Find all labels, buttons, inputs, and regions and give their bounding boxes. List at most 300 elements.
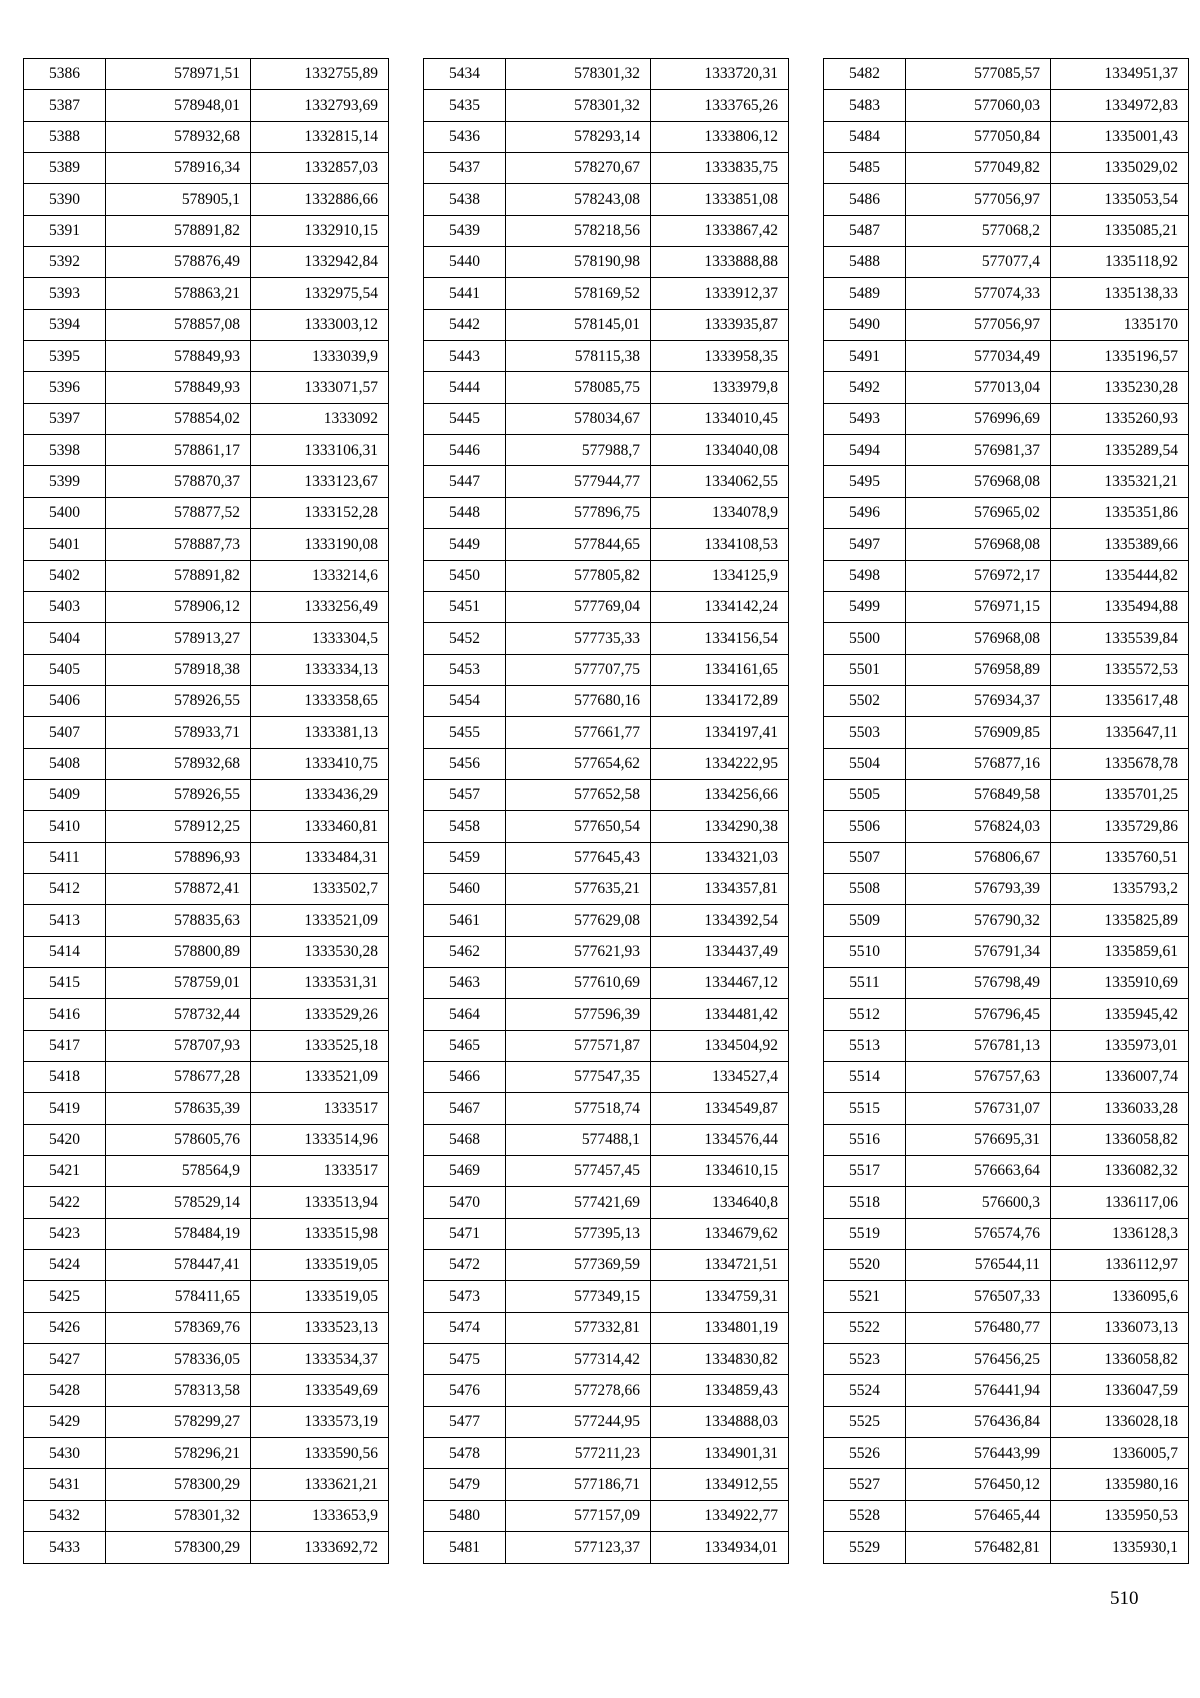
- y-coordinate-cell: 1334610,15: [651, 1156, 789, 1187]
- x-coordinate-cell: 578293,14: [506, 121, 651, 152]
- x-coordinate-cell: 577056,97: [906, 309, 1051, 340]
- y-coordinate-cell: 1335910,69: [1051, 967, 1189, 998]
- x-coordinate-cell: 576996,69: [906, 403, 1051, 434]
- x-coordinate-cell: 578034,67: [506, 403, 651, 434]
- point-number-cell: 5478: [424, 1438, 506, 1469]
- table-row: [424, 1344, 789, 1375]
- point-number-cell: 5409: [24, 779, 106, 810]
- table-row: [424, 1250, 789, 1281]
- table-row: [824, 591, 1189, 622]
- table-row: [24, 999, 389, 1030]
- table-row: [24, 309, 389, 340]
- x-coordinate-cell: 578891,82: [106, 215, 251, 246]
- y-coordinate-cell: 1333092: [251, 403, 389, 434]
- x-coordinate-cell: 576958,89: [906, 654, 1051, 685]
- table-row: [824, 278, 1189, 309]
- table-row: [824, 403, 1189, 434]
- x-coordinate-cell: 576695,31: [906, 1124, 1051, 1155]
- x-coordinate-cell: 578849,93: [106, 372, 251, 403]
- x-coordinate-cell: 578484,19: [106, 1218, 251, 1249]
- table-row: [24, 1438, 389, 1469]
- point-number-cell: 5422: [24, 1187, 106, 1218]
- x-coordinate-cell: 576877,16: [906, 748, 1051, 779]
- x-coordinate-cell: 578732,44: [106, 999, 251, 1030]
- table-row: [24, 59, 389, 90]
- point-number-cell: 5455: [424, 717, 506, 748]
- y-coordinate-cell: 1334357,81: [651, 873, 789, 904]
- y-coordinate-cell: 1334172,89: [651, 685, 789, 716]
- point-number-cell: 5403: [24, 591, 106, 622]
- point-number-cell: 5388: [24, 121, 106, 152]
- x-coordinate-cell: 577034,49: [906, 341, 1051, 372]
- table-row: [24, 90, 389, 121]
- point-number-cell: 5477: [424, 1406, 506, 1437]
- point-number-cell: 5419: [24, 1093, 106, 1124]
- x-coordinate-cell: 577518,74: [506, 1093, 651, 1124]
- x-coordinate-cell: 578635,39: [106, 1093, 251, 1124]
- y-coordinate-cell: 1332910,15: [251, 215, 389, 246]
- y-coordinate-cell: 1335389,66: [1051, 529, 1189, 560]
- y-coordinate-cell: 1333304,5: [251, 623, 389, 654]
- y-coordinate-cell: 1333484,31: [251, 842, 389, 873]
- x-coordinate-cell: 578872,41: [106, 873, 251, 904]
- y-coordinate-cell: 1333534,37: [251, 1344, 389, 1375]
- point-number-cell: 5476: [424, 1375, 506, 1406]
- point-number-cell: 5492: [824, 372, 906, 403]
- table-row: [824, 1218, 1189, 1249]
- point-number-cell: 5414: [24, 936, 106, 967]
- y-coordinate-cell: 1333123,67: [251, 466, 389, 497]
- y-coordinate-cell: 1335859,61: [1051, 936, 1189, 967]
- x-coordinate-cell: 577056,97: [906, 184, 1051, 215]
- y-coordinate-cell: 1334972,83: [1051, 90, 1189, 121]
- x-coordinate-cell: 576791,34: [906, 936, 1051, 967]
- table-row: [824, 1469, 1189, 1500]
- x-coordinate-cell: 577610,69: [506, 967, 651, 998]
- x-coordinate-cell: 576981,37: [906, 435, 1051, 466]
- table-row: [424, 372, 789, 403]
- y-coordinate-cell: 1334481,42: [651, 999, 789, 1030]
- point-number-cell: 5474: [424, 1312, 506, 1343]
- y-coordinate-cell: 1333653,9: [251, 1500, 389, 1531]
- x-coordinate-cell: 577629,08: [506, 905, 651, 936]
- x-coordinate-cell: 578913,27: [106, 623, 251, 654]
- table-row: [824, 153, 1189, 184]
- table-row: [24, 215, 389, 246]
- x-coordinate-cell: 578301,32: [506, 59, 651, 90]
- y-coordinate-cell: 1333410,75: [251, 748, 389, 779]
- y-coordinate-cell: 1335539,84: [1051, 623, 1189, 654]
- point-number-cell: 5505: [824, 779, 906, 810]
- y-coordinate-cell: 1334290,38: [651, 811, 789, 842]
- y-coordinate-cell: 1334321,03: [651, 842, 789, 873]
- y-coordinate-cell: 1333515,98: [251, 1218, 389, 1249]
- x-coordinate-cell: 578933,71: [106, 717, 251, 748]
- y-coordinate-cell: 1333519,05: [251, 1281, 389, 1312]
- point-number-cell: 5421: [24, 1156, 106, 1187]
- table-row: [424, 1438, 789, 1469]
- y-coordinate-cell: 1336028,18: [1051, 1406, 1189, 1437]
- x-coordinate-cell: 576806,67: [906, 842, 1051, 873]
- point-number-cell: 5493: [824, 403, 906, 434]
- y-coordinate-cell: 1334721,51: [651, 1250, 789, 1281]
- y-coordinate-cell: 1333071,57: [251, 372, 389, 403]
- table-row: [824, 717, 1189, 748]
- table-row: [824, 999, 1189, 1030]
- x-coordinate-cell: 578300,29: [106, 1532, 251, 1563]
- table-row: [24, 811, 389, 842]
- table-row: [24, 654, 389, 685]
- y-coordinate-cell: 1336095,6: [1051, 1281, 1189, 1312]
- x-coordinate-cell: 577621,93: [506, 936, 651, 967]
- y-coordinate-cell: 1333190,08: [251, 529, 389, 560]
- x-coordinate-cell: 578564,9: [106, 1156, 251, 1187]
- x-coordinate-cell: 576824,03: [906, 811, 1051, 842]
- table-row: [424, 560, 789, 591]
- table-row: [824, 873, 1189, 904]
- x-coordinate-cell: 576849,58: [906, 779, 1051, 810]
- point-number-cell: 5405: [24, 654, 106, 685]
- y-coordinate-cell: 1333835,75: [651, 153, 789, 184]
- point-number-cell: 5471: [424, 1218, 506, 1249]
- y-coordinate-cell: 1335260,93: [1051, 403, 1189, 434]
- point-number-cell: 5420: [24, 1124, 106, 1155]
- point-number-cell: 5402: [24, 560, 106, 591]
- point-number-cell: 5464: [424, 999, 506, 1030]
- x-coordinate-cell: 578605,76: [106, 1124, 251, 1155]
- x-coordinate-cell: 577332,81: [506, 1312, 651, 1343]
- point-number-cell: 5389: [24, 153, 106, 184]
- y-coordinate-cell: 1334912,55: [651, 1469, 789, 1500]
- x-coordinate-cell: 577654,62: [506, 748, 651, 779]
- table-row: [24, 1250, 389, 1281]
- table-row: [424, 529, 789, 560]
- table-row: [824, 779, 1189, 810]
- table-row: [824, 623, 1189, 654]
- table-row: [424, 654, 789, 685]
- y-coordinate-cell: 1335572,53: [1051, 654, 1189, 685]
- table-row: [824, 1500, 1189, 1531]
- point-number-cell: 5456: [424, 748, 506, 779]
- point-number-cell: 5406: [24, 685, 106, 716]
- point-number-cell: 5469: [424, 1156, 506, 1187]
- x-coordinate-cell: 577186,71: [506, 1469, 651, 1500]
- table-row: [424, 247, 789, 278]
- x-coordinate-cell: 577844,65: [506, 529, 651, 560]
- x-coordinate-cell: 578296,21: [106, 1438, 251, 1469]
- y-coordinate-cell: 1335647,11: [1051, 717, 1189, 748]
- y-coordinate-cell: 1334801,19: [651, 1312, 789, 1343]
- point-number-cell: 5473: [424, 1281, 506, 1312]
- point-number-cell: 5418: [24, 1062, 106, 1093]
- x-coordinate-cell: 576757,63: [906, 1062, 1051, 1093]
- x-coordinate-cell: 577278,66: [506, 1375, 651, 1406]
- table-row: [424, 623, 789, 654]
- x-coordinate-cell: 576798,49: [906, 967, 1051, 998]
- point-number-cell: 5510: [824, 936, 906, 967]
- x-coordinate-cell: 576600,3: [906, 1187, 1051, 1218]
- y-coordinate-cell: 1336047,59: [1051, 1375, 1189, 1406]
- x-coordinate-cell: 577211,23: [506, 1438, 651, 1469]
- x-coordinate-cell: 578932,68: [106, 121, 251, 152]
- table-row: [824, 341, 1189, 372]
- point-number-cell: 5528: [824, 1500, 906, 1531]
- x-coordinate-cell: 577013,04: [906, 372, 1051, 403]
- y-coordinate-cell: 1334040,08: [651, 435, 789, 466]
- point-number-cell: 5488: [824, 247, 906, 278]
- table-row: [24, 184, 389, 215]
- table-row: [424, 1406, 789, 1437]
- x-coordinate-cell: 578411,65: [106, 1281, 251, 1312]
- y-coordinate-cell: 1334759,31: [651, 1281, 789, 1312]
- x-coordinate-cell: 578313,58: [106, 1375, 251, 1406]
- point-number-cell: 5425: [24, 1281, 106, 1312]
- x-coordinate-cell: 577707,75: [506, 654, 651, 685]
- point-number-cell: 5391: [24, 215, 106, 246]
- x-coordinate-cell: 577244,95: [506, 1406, 651, 1437]
- point-number-cell: 5521: [824, 1281, 906, 1312]
- x-coordinate-cell: 576663,64: [906, 1156, 1051, 1187]
- x-coordinate-cell: 577395,13: [506, 1218, 651, 1249]
- table-row: [424, 748, 789, 779]
- point-number-cell: 5434: [424, 59, 506, 90]
- point-number-cell: 5430: [24, 1438, 106, 1469]
- point-number-cell: 5387: [24, 90, 106, 121]
- x-coordinate-cell: 576456,25: [906, 1344, 1051, 1375]
- y-coordinate-cell: 1335980,16: [1051, 1469, 1189, 1500]
- table-row: [824, 748, 1189, 779]
- point-number-cell: 5524: [824, 1375, 906, 1406]
- y-coordinate-cell: 1333517: [251, 1156, 389, 1187]
- table-row: [824, 1250, 1189, 1281]
- point-number-cell: 5519: [824, 1218, 906, 1249]
- point-number-cell: 5432: [24, 1500, 106, 1531]
- y-coordinate-cell: 1334125,9: [651, 560, 789, 591]
- point-number-cell: 5458: [424, 811, 506, 842]
- table-row: [24, 153, 389, 184]
- point-number-cell: 5445: [424, 403, 506, 434]
- y-coordinate-cell: 1333765,26: [651, 90, 789, 121]
- table-row: [24, 247, 389, 278]
- point-number-cell: 5449: [424, 529, 506, 560]
- table-row: [824, 466, 1189, 497]
- y-coordinate-cell: 1334527,4: [651, 1062, 789, 1093]
- y-coordinate-cell: 1335170: [1051, 309, 1189, 340]
- x-coordinate-cell: 578857,08: [106, 309, 251, 340]
- x-coordinate-cell: 578877,52: [106, 497, 251, 528]
- table-row: [824, 811, 1189, 842]
- y-coordinate-cell: 1335118,92: [1051, 247, 1189, 278]
- x-coordinate-cell: 577769,04: [506, 591, 651, 622]
- x-coordinate-cell: 578299,27: [106, 1406, 251, 1437]
- x-coordinate-cell: 578529,14: [106, 1187, 251, 1218]
- point-number-cell: 5446: [424, 435, 506, 466]
- x-coordinate-cell: 577085,57: [906, 59, 1051, 90]
- table-row: [824, 560, 1189, 591]
- coordinates-table-3: [823, 58, 1189, 1564]
- point-number-cell: 5417: [24, 1030, 106, 1061]
- x-coordinate-cell: 577645,43: [506, 842, 651, 873]
- x-coordinate-cell: 576793,39: [906, 873, 1051, 904]
- point-number-cell: 5465: [424, 1030, 506, 1061]
- y-coordinate-cell: 1335029,02: [1051, 153, 1189, 184]
- x-coordinate-cell: 577049,82: [906, 153, 1051, 184]
- y-coordinate-cell: 1333935,87: [651, 309, 789, 340]
- table-row: [824, 936, 1189, 967]
- x-coordinate-cell: 577074,33: [906, 278, 1051, 309]
- point-number-cell: 5512: [824, 999, 906, 1030]
- y-coordinate-cell: 1333521,09: [251, 1062, 389, 1093]
- x-coordinate-cell: 578926,55: [106, 685, 251, 716]
- x-coordinate-cell: 576968,08: [906, 529, 1051, 560]
- y-coordinate-cell: 1335793,2: [1051, 873, 1189, 904]
- table-row: [824, 435, 1189, 466]
- x-coordinate-cell: 577421,69: [506, 1187, 651, 1218]
- table-row: [424, 1093, 789, 1124]
- table-row: [24, 1124, 389, 1155]
- table-row: [24, 1093, 389, 1124]
- y-coordinate-cell: 1335289,54: [1051, 435, 1189, 466]
- table-row: [24, 1375, 389, 1406]
- coordinates-table-2: [423, 58, 789, 1564]
- table-row: [24, 1030, 389, 1061]
- y-coordinate-cell: 1335617,48: [1051, 685, 1189, 716]
- point-number-cell: 5497: [824, 529, 906, 560]
- x-coordinate-cell: 578912,25: [106, 811, 251, 842]
- point-number-cell: 5393: [24, 278, 106, 309]
- x-coordinate-cell: 577068,2: [906, 215, 1051, 246]
- point-number-cell: 5390: [24, 184, 106, 215]
- point-number-cell: 5452: [424, 623, 506, 654]
- point-number-cell: 5499: [824, 591, 906, 622]
- y-coordinate-cell: 1333003,12: [251, 309, 389, 340]
- x-coordinate-cell: 578301,32: [506, 90, 651, 121]
- table-row: [424, 278, 789, 309]
- point-number-cell: 5501: [824, 654, 906, 685]
- point-number-cell: 5494: [824, 435, 906, 466]
- table-row: [424, 811, 789, 842]
- y-coordinate-cell: 1333530,28: [251, 936, 389, 967]
- point-number-cell: 5462: [424, 936, 506, 967]
- point-number-cell: 5451: [424, 591, 506, 622]
- table-row: [824, 1124, 1189, 1155]
- point-number-cell: 5394: [24, 309, 106, 340]
- table-row: [424, 967, 789, 998]
- x-coordinate-cell: 578948,01: [106, 90, 251, 121]
- table-row: [824, 1375, 1189, 1406]
- table-row: [24, 1187, 389, 1218]
- table-row: [24, 748, 389, 779]
- x-coordinate-cell: 576443,99: [906, 1438, 1051, 1469]
- table-row: [424, 999, 789, 1030]
- x-coordinate-cell: 578447,41: [106, 1250, 251, 1281]
- y-coordinate-cell: 1335760,51: [1051, 842, 1189, 873]
- table-row: [824, 967, 1189, 998]
- table-row: [424, 435, 789, 466]
- x-coordinate-cell: 577650,54: [506, 811, 651, 842]
- x-coordinate-cell: 577680,16: [506, 685, 651, 716]
- y-coordinate-cell: 1335001,43: [1051, 121, 1189, 152]
- y-coordinate-cell: 1332975,54: [251, 278, 389, 309]
- point-number-cell: 5507: [824, 842, 906, 873]
- y-coordinate-cell: 1332942,84: [251, 247, 389, 278]
- x-coordinate-cell: 576436,84: [906, 1406, 1051, 1437]
- y-coordinate-cell: 1333958,35: [651, 341, 789, 372]
- point-number-cell: 5436: [424, 121, 506, 152]
- table-row: [824, 372, 1189, 403]
- y-coordinate-cell: 1335321,21: [1051, 466, 1189, 497]
- table-row: [824, 1438, 1189, 1469]
- x-coordinate-cell: 576480,77: [906, 1312, 1051, 1343]
- point-number-cell: 5423: [24, 1218, 106, 1249]
- table-row: [24, 591, 389, 622]
- point-number-cell: 5467: [424, 1093, 506, 1124]
- y-coordinate-cell: 1334392,54: [651, 905, 789, 936]
- y-coordinate-cell: 1336058,82: [1051, 1344, 1189, 1375]
- table-row: [24, 497, 389, 528]
- point-number-cell: 5506: [824, 811, 906, 842]
- table-row: [24, 403, 389, 434]
- point-number-cell: 5427: [24, 1344, 106, 1375]
- point-number-cell: 5410: [24, 811, 106, 842]
- table-row: [24, 278, 389, 309]
- table-row: [424, 1312, 789, 1343]
- y-coordinate-cell: 1334156,54: [651, 623, 789, 654]
- point-number-cell: 5500: [824, 623, 906, 654]
- x-coordinate-cell: 578849,93: [106, 341, 251, 372]
- point-number-cell: 5412: [24, 873, 106, 904]
- point-number-cell: 5504: [824, 748, 906, 779]
- point-number-cell: 5454: [424, 685, 506, 716]
- y-coordinate-cell: 1335945,42: [1051, 999, 1189, 1030]
- y-coordinate-cell: 1333517: [251, 1093, 389, 1124]
- y-coordinate-cell: 1334640,8: [651, 1187, 789, 1218]
- x-coordinate-cell: 578369,76: [106, 1312, 251, 1343]
- x-coordinate-cell: 576909,85: [906, 717, 1051, 748]
- point-number-cell: 5479: [424, 1469, 506, 1500]
- table-row: [424, 403, 789, 434]
- x-coordinate-cell: 578870,37: [106, 466, 251, 497]
- table-row: [424, 685, 789, 716]
- table-row: [24, 905, 389, 936]
- y-coordinate-cell: 1333867,42: [651, 215, 789, 246]
- y-coordinate-cell: 1335701,25: [1051, 779, 1189, 810]
- table-row: [824, 1532, 1189, 1563]
- point-number-cell: 5435: [424, 90, 506, 121]
- table-row: [24, 685, 389, 716]
- y-coordinate-cell: 1332886,66: [251, 184, 389, 215]
- table-row: [824, 1062, 1189, 1093]
- table-row: [24, 1406, 389, 1437]
- table-row: [424, 1532, 789, 1563]
- y-coordinate-cell: 1332815,14: [251, 121, 389, 152]
- point-number-cell: 5400: [24, 497, 106, 528]
- point-number-cell: 5522: [824, 1312, 906, 1343]
- table-row: [424, 466, 789, 497]
- x-coordinate-cell: 578301,32: [106, 1500, 251, 1531]
- y-coordinate-cell: 1335825,89: [1051, 905, 1189, 936]
- table-row: [424, 1469, 789, 1500]
- point-number-cell: 5495: [824, 466, 906, 497]
- table-row: [824, 184, 1189, 215]
- x-coordinate-cell: 578926,55: [106, 779, 251, 810]
- point-number-cell: 5481: [424, 1532, 506, 1563]
- y-coordinate-cell: 1335729,86: [1051, 811, 1189, 842]
- y-coordinate-cell: 1333529,26: [251, 999, 389, 1030]
- y-coordinate-cell: 1336112,97: [1051, 1250, 1189, 1281]
- y-coordinate-cell: 1334922,77: [651, 1500, 789, 1531]
- y-coordinate-cell: 1334078,9: [651, 497, 789, 528]
